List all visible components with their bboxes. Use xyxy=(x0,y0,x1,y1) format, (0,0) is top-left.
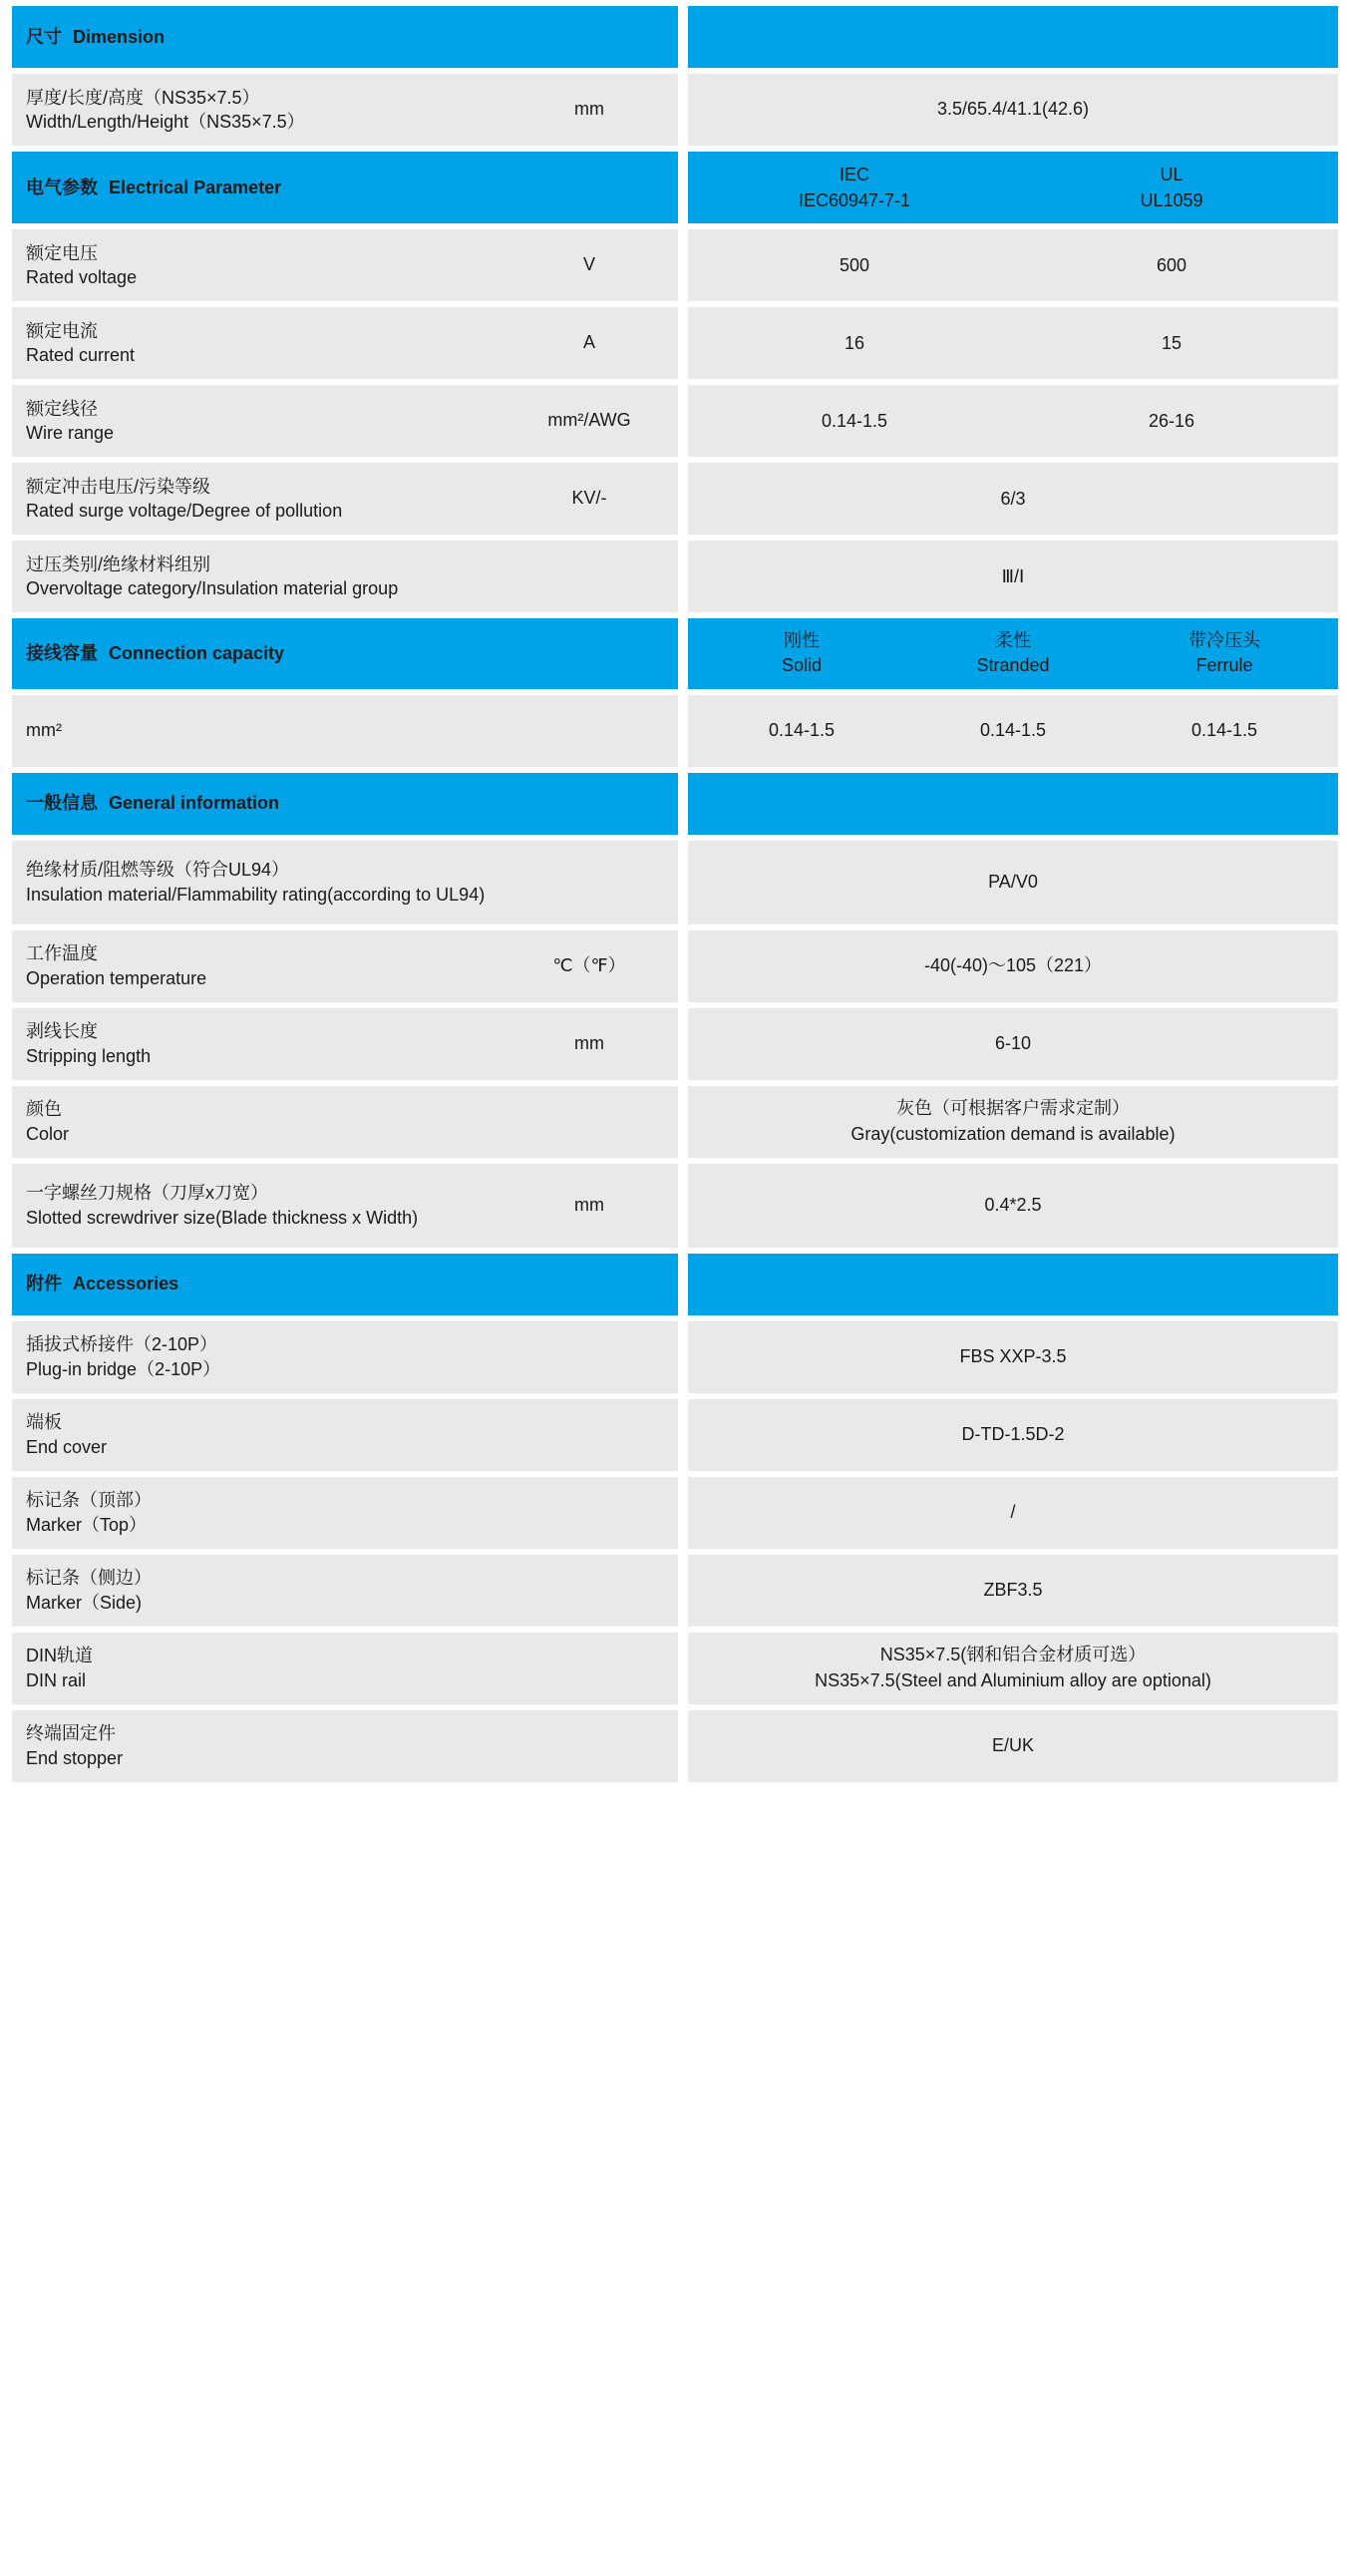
table-row xyxy=(12,1321,1338,1393)
row-label-en: Insulation material/Flammability rating(according to UL94) xyxy=(26,884,486,905)
row-label-text xyxy=(26,1488,514,1537)
connection-column-solid xyxy=(696,628,907,678)
value-columns xyxy=(696,409,1330,434)
row-label-en: Overvoltage category/Insulation material group xyxy=(26,578,399,599)
section-header-dimension-right xyxy=(688,6,1338,68)
section-header-general-text xyxy=(26,791,664,815)
row-label-overvoltage-category xyxy=(12,541,678,612)
row-label-text xyxy=(26,241,514,290)
value-cell: 500 xyxy=(839,254,870,275)
value-cell: 0.14-1.5 xyxy=(1190,719,1258,740)
value-cell: PA/V0 xyxy=(988,871,1038,892)
row-label-insulation-material xyxy=(12,841,678,924)
value-cell-cn: NS35×7.5(钢和铝合金材质可选） xyxy=(879,1645,1147,1665)
connection-column-cn: 带冷压头 xyxy=(1188,630,1260,651)
connection-column-ferrule xyxy=(1119,628,1330,678)
table-row xyxy=(12,1555,1338,1627)
section-header-general-en: General information xyxy=(109,793,280,814)
row-value-operation-temperature xyxy=(688,930,1338,1002)
row-value-dimension-size xyxy=(688,74,1338,146)
value-cell: 600 xyxy=(1156,254,1187,275)
row-label-en: DIN rail xyxy=(26,1669,87,1690)
table-row xyxy=(12,463,1338,535)
table-row xyxy=(12,385,1338,457)
value-cell: FBS XXP-3.5 xyxy=(959,1345,1067,1366)
row-value-stripping-length xyxy=(688,1008,1338,1080)
section-header-electrical-label xyxy=(12,152,678,223)
row-label-cn: DIN轨道 xyxy=(26,1646,93,1666)
row-value-text: 3.5/65.4/41.1(42.6) xyxy=(936,99,1090,120)
connection-column-en: Ferrule xyxy=(1195,655,1253,676)
value-cell-en: NS35×7.5(Steel and Aluminium alloy are optional) xyxy=(815,1669,1211,1690)
row-label-plug-in-bridge xyxy=(12,1321,678,1393)
section-header-dimension-text xyxy=(26,25,664,49)
table-row xyxy=(12,930,1338,1002)
row-label-cn: 标记条（顶部） xyxy=(26,1490,152,1511)
row-label-text xyxy=(26,1181,514,1230)
row-unit: V xyxy=(582,254,595,275)
row-value-color xyxy=(688,1086,1338,1158)
section-header-general-label xyxy=(12,773,678,835)
row-label-cn: 过压类别/绝缘材料组别 xyxy=(26,553,210,574)
row-label-cn: 端板 xyxy=(26,1412,62,1433)
section-header-dimension-label xyxy=(12,6,678,68)
row-label-cn: 标记条（侧边） xyxy=(26,1568,152,1589)
row-label-text xyxy=(26,397,514,446)
row-label-en: End stopper xyxy=(26,1747,124,1768)
connection-column-en: Stranded xyxy=(976,655,1050,676)
value-cell: 16 xyxy=(844,332,865,353)
row-label-text xyxy=(26,552,514,601)
row-label-en: Rated surge voltage/Degree of pollution xyxy=(26,501,343,522)
section-header-connection-label xyxy=(12,618,678,688)
section-header-general xyxy=(12,773,1338,835)
row-label-en: Marker（Side) xyxy=(26,1592,143,1613)
connection-column-cn: 柔性 xyxy=(995,630,1031,651)
row-value-rated-current xyxy=(688,307,1338,379)
row-label-cn: 插拔式桥接件（2-10P） xyxy=(26,1334,218,1355)
row-unit: KV/- xyxy=(571,488,607,509)
row-label-marker-top xyxy=(12,1477,678,1549)
table-row xyxy=(12,695,1338,767)
section-header-connection xyxy=(12,618,1338,688)
row-unit: mm xyxy=(574,1032,604,1053)
row-label-text xyxy=(26,1019,514,1068)
row-label-stripping-length xyxy=(12,1008,678,1080)
row-unit: ℃（℉） xyxy=(552,954,626,975)
value-columns xyxy=(696,331,1330,356)
value-cell-multiline xyxy=(696,1643,1330,1692)
row-label-wire-range xyxy=(12,385,678,457)
standard-name: IEC xyxy=(839,165,869,184)
value-cell: 0.14-1.5 xyxy=(979,719,1047,740)
row-label-color xyxy=(12,1086,678,1158)
row-value-rated-voltage xyxy=(688,229,1338,301)
table-row xyxy=(12,1399,1338,1471)
row-label-en: Width/Length/Height（NS35×7.5） xyxy=(26,112,305,132)
row-value-plug-in-bridge xyxy=(688,1321,1338,1393)
section-header-accessories-right xyxy=(688,1254,1338,1315)
row-label-operation-temperature xyxy=(12,930,678,1002)
row-label-text xyxy=(26,941,514,990)
value-cell: D-TD-1.5D-2 xyxy=(961,1423,1065,1444)
table-row xyxy=(12,1477,1338,1549)
section-header-connection-en: Connection capacity xyxy=(109,643,285,664)
row-label-text xyxy=(26,1644,514,1692)
row-label-text xyxy=(26,718,514,742)
value-columns xyxy=(696,253,1330,278)
row-label-en: Color xyxy=(26,1123,70,1144)
row-label-text xyxy=(26,1566,514,1615)
connection-column-stranded xyxy=(907,628,1119,678)
value-cell-cn: 灰色（可根据客户需求定制） xyxy=(896,1098,1130,1119)
connection-column-en: Solid xyxy=(781,655,823,676)
table-row xyxy=(12,74,1338,146)
section-header-accessories-cn: 附件 xyxy=(26,1274,62,1294)
standard-code: IEC60947-7-1 xyxy=(798,190,911,211)
value-cell: 0.4*2.5 xyxy=(984,1194,1042,1215)
row-label-en: Slotted screwdriver size(Blade thickness x Width) xyxy=(26,1207,419,1228)
section-header-accessories-en: Accessories xyxy=(73,1274,179,1294)
row-value-end-cover xyxy=(688,1399,1338,1471)
row-label-en: End cover xyxy=(26,1436,108,1457)
section-header-dimension-cn: 尺寸 xyxy=(26,26,62,47)
row-label-en: Rated current xyxy=(26,345,136,366)
row-label-cn: 一字螺丝刀规格（刀厚x刀宽） xyxy=(26,1183,268,1204)
row-label-en: Stripping length xyxy=(26,1045,152,1066)
row-label-surge-voltage xyxy=(12,463,678,535)
row-label-en: Rated voltage xyxy=(26,267,138,288)
row-label-cn: 额定电流 xyxy=(26,320,98,341)
row-label-cn: 工作温度 xyxy=(26,943,98,964)
table-row xyxy=(12,1164,1338,1248)
value-cell-en: Gray(customization demand is available) xyxy=(850,1123,1176,1144)
row-label-cn: 终端固定件 xyxy=(26,1723,116,1744)
section-header-dimension xyxy=(12,6,1338,68)
standard-column-iec xyxy=(696,162,1013,213)
row-label-cn: 额定线径 xyxy=(26,398,98,419)
section-header-accessories xyxy=(12,1254,1338,1315)
row-label-en: Plug-in bridge（2-10P） xyxy=(26,1358,221,1379)
row-label-text xyxy=(26,1721,514,1770)
section-header-electrical-cn: 电气参数 xyxy=(26,177,98,197)
value-cell: 15 xyxy=(1161,332,1182,353)
connection-column-cn: 刚性 xyxy=(784,630,820,651)
value-cell: 0.14-1.5 xyxy=(821,410,888,431)
row-value-marker-top xyxy=(688,1477,1338,1549)
table-row xyxy=(12,541,1338,612)
row-value-overvoltage-category xyxy=(688,541,1338,612)
value-cell: Ⅲ/Ⅰ xyxy=(1001,565,1025,586)
value-cell: 6/3 xyxy=(1000,488,1026,509)
section-header-electrical-en: Electrical Parameter xyxy=(109,177,282,197)
section-header-general-cn: 一般信息 xyxy=(26,793,98,814)
row-unit: mm xyxy=(574,99,604,120)
section-header-electrical-text xyxy=(26,176,664,199)
row-label-end-stopper xyxy=(12,1710,678,1782)
value-cell: 26-16 xyxy=(1148,410,1195,431)
row-label-cn: 额定冲击电压/污染等级 xyxy=(26,476,210,497)
row-label-cn: 厚度/长度/高度（NS35×7.5） xyxy=(26,87,260,108)
row-label-text xyxy=(26,1332,514,1381)
row-value-din-rail xyxy=(688,1633,1338,1704)
row-unit: mm xyxy=(574,1194,604,1215)
row-label-marker-side xyxy=(12,1555,678,1627)
row-label-en: Marker（Top） xyxy=(26,1514,148,1535)
row-value-end-stopper xyxy=(688,1710,1338,1782)
value-cell: 6-10 xyxy=(994,1032,1032,1053)
table-row xyxy=(12,1086,1338,1158)
table-row xyxy=(12,229,1338,301)
table-row xyxy=(12,1008,1338,1080)
value-cell: -40(-40)～105（221） xyxy=(923,954,1103,975)
row-value-surge-voltage xyxy=(688,463,1338,535)
row-label-dimension-size xyxy=(12,74,678,146)
row-label-text xyxy=(26,86,514,135)
value-cell: E/UK xyxy=(991,1734,1034,1755)
row-label-en: Operation temperature xyxy=(26,967,207,988)
row-label-cn: 颜色 xyxy=(26,1099,62,1120)
standard-code: UL1059 xyxy=(1140,190,1203,211)
row-label-text xyxy=(26,858,514,907)
standard-column-ul xyxy=(1013,162,1330,213)
row-label-cn: mm² xyxy=(26,720,62,741)
row-value-connection-mm2 xyxy=(688,695,1338,767)
section-header-dimension-en: Dimension xyxy=(73,26,166,47)
standard-name: UL xyxy=(1160,165,1183,184)
section-header-connection-cn: 接线容量 xyxy=(26,643,98,664)
row-unit: A xyxy=(582,332,595,353)
section-header-general-right xyxy=(688,773,1338,835)
table-row xyxy=(12,1710,1338,1782)
standards-columns xyxy=(696,162,1330,213)
row-label-screwdriver-size xyxy=(12,1164,678,1248)
row-label-en: Wire range xyxy=(26,423,115,444)
value-columns xyxy=(696,718,1330,743)
table-row xyxy=(12,1633,1338,1704)
row-value-wire-range xyxy=(688,385,1338,457)
row-label-cn: 剥线长度 xyxy=(26,1021,98,1042)
connection-columns xyxy=(696,628,1330,678)
standards-header xyxy=(688,152,1338,223)
row-label-rated-voltage xyxy=(12,229,678,301)
value-cell-multiline xyxy=(696,1096,1330,1146)
row-label-cn: 绝缘材质/阻燃等级（符合UL94） xyxy=(26,860,290,881)
row-label-text xyxy=(26,319,514,368)
row-label-end-cover xyxy=(12,1399,678,1471)
connection-columns-header xyxy=(688,618,1338,688)
section-header-accessories-label xyxy=(12,1254,678,1315)
row-label-cn: 额定电压 xyxy=(26,242,98,263)
row-label-text xyxy=(26,475,514,524)
section-header-connection-text xyxy=(26,641,664,665)
value-cell: ZBF3.5 xyxy=(983,1579,1043,1600)
section-header-accessories-text xyxy=(26,1272,664,1295)
row-label-din-rail xyxy=(12,1633,678,1704)
row-label-rated-current xyxy=(12,307,678,379)
table-row xyxy=(12,841,1338,924)
table-row xyxy=(12,307,1338,379)
row-value-insulation-material xyxy=(688,841,1338,924)
row-value-marker-side xyxy=(688,1555,1338,1627)
value-cell: 0.14-1.5 xyxy=(768,719,836,740)
row-unit: mm²/AWG xyxy=(547,410,631,431)
row-label-connection-mm2 xyxy=(12,695,678,767)
section-header-electrical xyxy=(12,152,1338,223)
row-label-text xyxy=(26,1097,514,1146)
row-label-text xyxy=(26,1410,514,1459)
row-value-screwdriver-size xyxy=(688,1164,1338,1248)
value-cell: / xyxy=(1010,1501,1016,1522)
